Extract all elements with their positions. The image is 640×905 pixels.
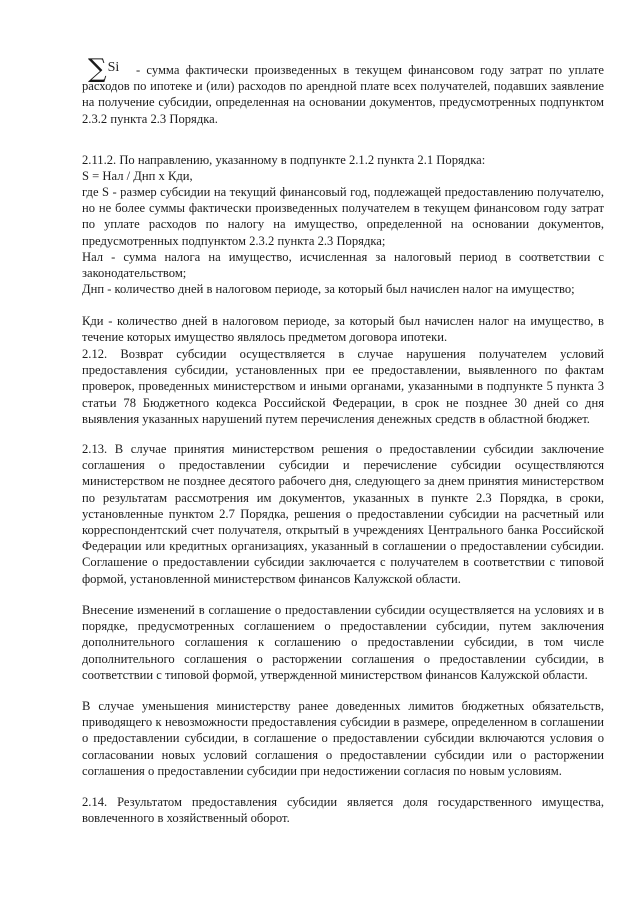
sum-variable: Si <box>107 60 120 75</box>
paragraph-2-13: 2.13. В случае принятия министерством решения о предоставлении субсидии заключение соглашения о предоставлении субсидии и перечисление субсидии осуществляются министерством не позднее десятого рабочего дня, следующего за днем принятия министерством по результатам рассмотрения им документов, указанных в пункте 2.3 Порядка, в сроки, установленные пунктом 2.7 Порядка, решения о предоставлении субсидии на расчетный или корреспондентский счет получателя, открытый в учреждениях Центрального банка Российской Федерации или кредитных организациях, указанный в соглашении о предоставлении субсидии. Соглашение о предоставлении субсидии заключается с получателем в соответствии с типовой формой, установленной министерством финансов Калужской области. <box>82 442 604 586</box>
sum-symbol: ∑ <box>88 54 107 84</box>
paragraph-formula: S = Нал / Днп х Кди, <box>82 169 193 183</box>
paragraph-2-14: 2.14. Результатом предоставления субсидии является доля государственного имущества, вовлеченного в хозяйственный оборот. <box>82 795 604 826</box>
paragraph-kdi-definition: Кди - количество дней в налоговом периоде, за который был начислен налог на имущество, в течение которых имущество являлось предметом договора ипотеки. <box>82 314 604 345</box>
paragraph-nal-definition: Нал - сумма налога на имущество, исчисленная за налоговый период в соответствии с законодательством; <box>82 250 604 281</box>
paragraph-2-11-2: 2.11.2. По направлению, указанному в подпункте 2.1.2 пункта 2.1 Порядка: <box>82 153 486 167</box>
paragraph-limit-reduction: В случае уменьшения министерству ранее доведенных лимитов бюджетных обязательств, приводящего к невозможности предоставления субсидии в размере, определенном в соглашении о предоставлении субсидии, в соглашение о предоставлении субсидии включаются условия о согласовании новых условий соглашения о предоставлении субсидии или о расторжении соглашения о предоставлении субсидии при недостижении согласия по новым условиям. <box>82 699 604 778</box>
paragraph-s-definition: где S - размер субсидии на текущий финансовый год, подлежащей предоставлению получателю, но не более суммы фактически произведенных получателем в текущем финансовом году затрат по уплате расходов по налогу на имущество, определенной на основании документов, предусмотренных подпунктом 2.3.2 пункта 2.3 Порядка; <box>82 185 604 248</box>
paragraph-amendments: Внесение изменений в соглашение о предоставлении субсидии осуществляется на условиях и в порядке, предусмотренных соглашением о предоставлении субсидии, путем заключения дополнительного соглашения к соглашению о предоставлении субсидии, в том числе дополнительного соглашения о расторжении соглашения о предоставлении субсидии, в соответствии с типовой формой, утвержденной министерством финансов Калужской области. <box>82 603 604 682</box>
paragraph-dnp-definition: Днп - количество дней в налоговом периоде, за который был начислен налог на имущество; <box>82 282 575 296</box>
paragraph-sum-definition: - сумма фактически произведенных в текущем финансовом году затрат по уплате расходов по ипотеке и (или) расходов по арендной плате всех получателей, подавших заявление на получение субсидии, определенная на основании документов, предусмотренных подпунктом 2.3.2 пункта 2.3 Порядка. <box>82 63 604 126</box>
paragraph-2-12: 2.12. Возврат субсидии осуществляется в случае нарушения получателем условий предоставления субсидии, установленных при ее предоставлении, выявленного по фактам проверок, проведенных министерством и иными органами, указанными в подпункте 5 пункта 3 статьи 78 Бюджетного кодекса Российской Федерации, в срок не позднее 30 дней со дня выявления указанных нарушений путем перечисления денежных средств в областной бюджет. <box>82 347 604 426</box>
